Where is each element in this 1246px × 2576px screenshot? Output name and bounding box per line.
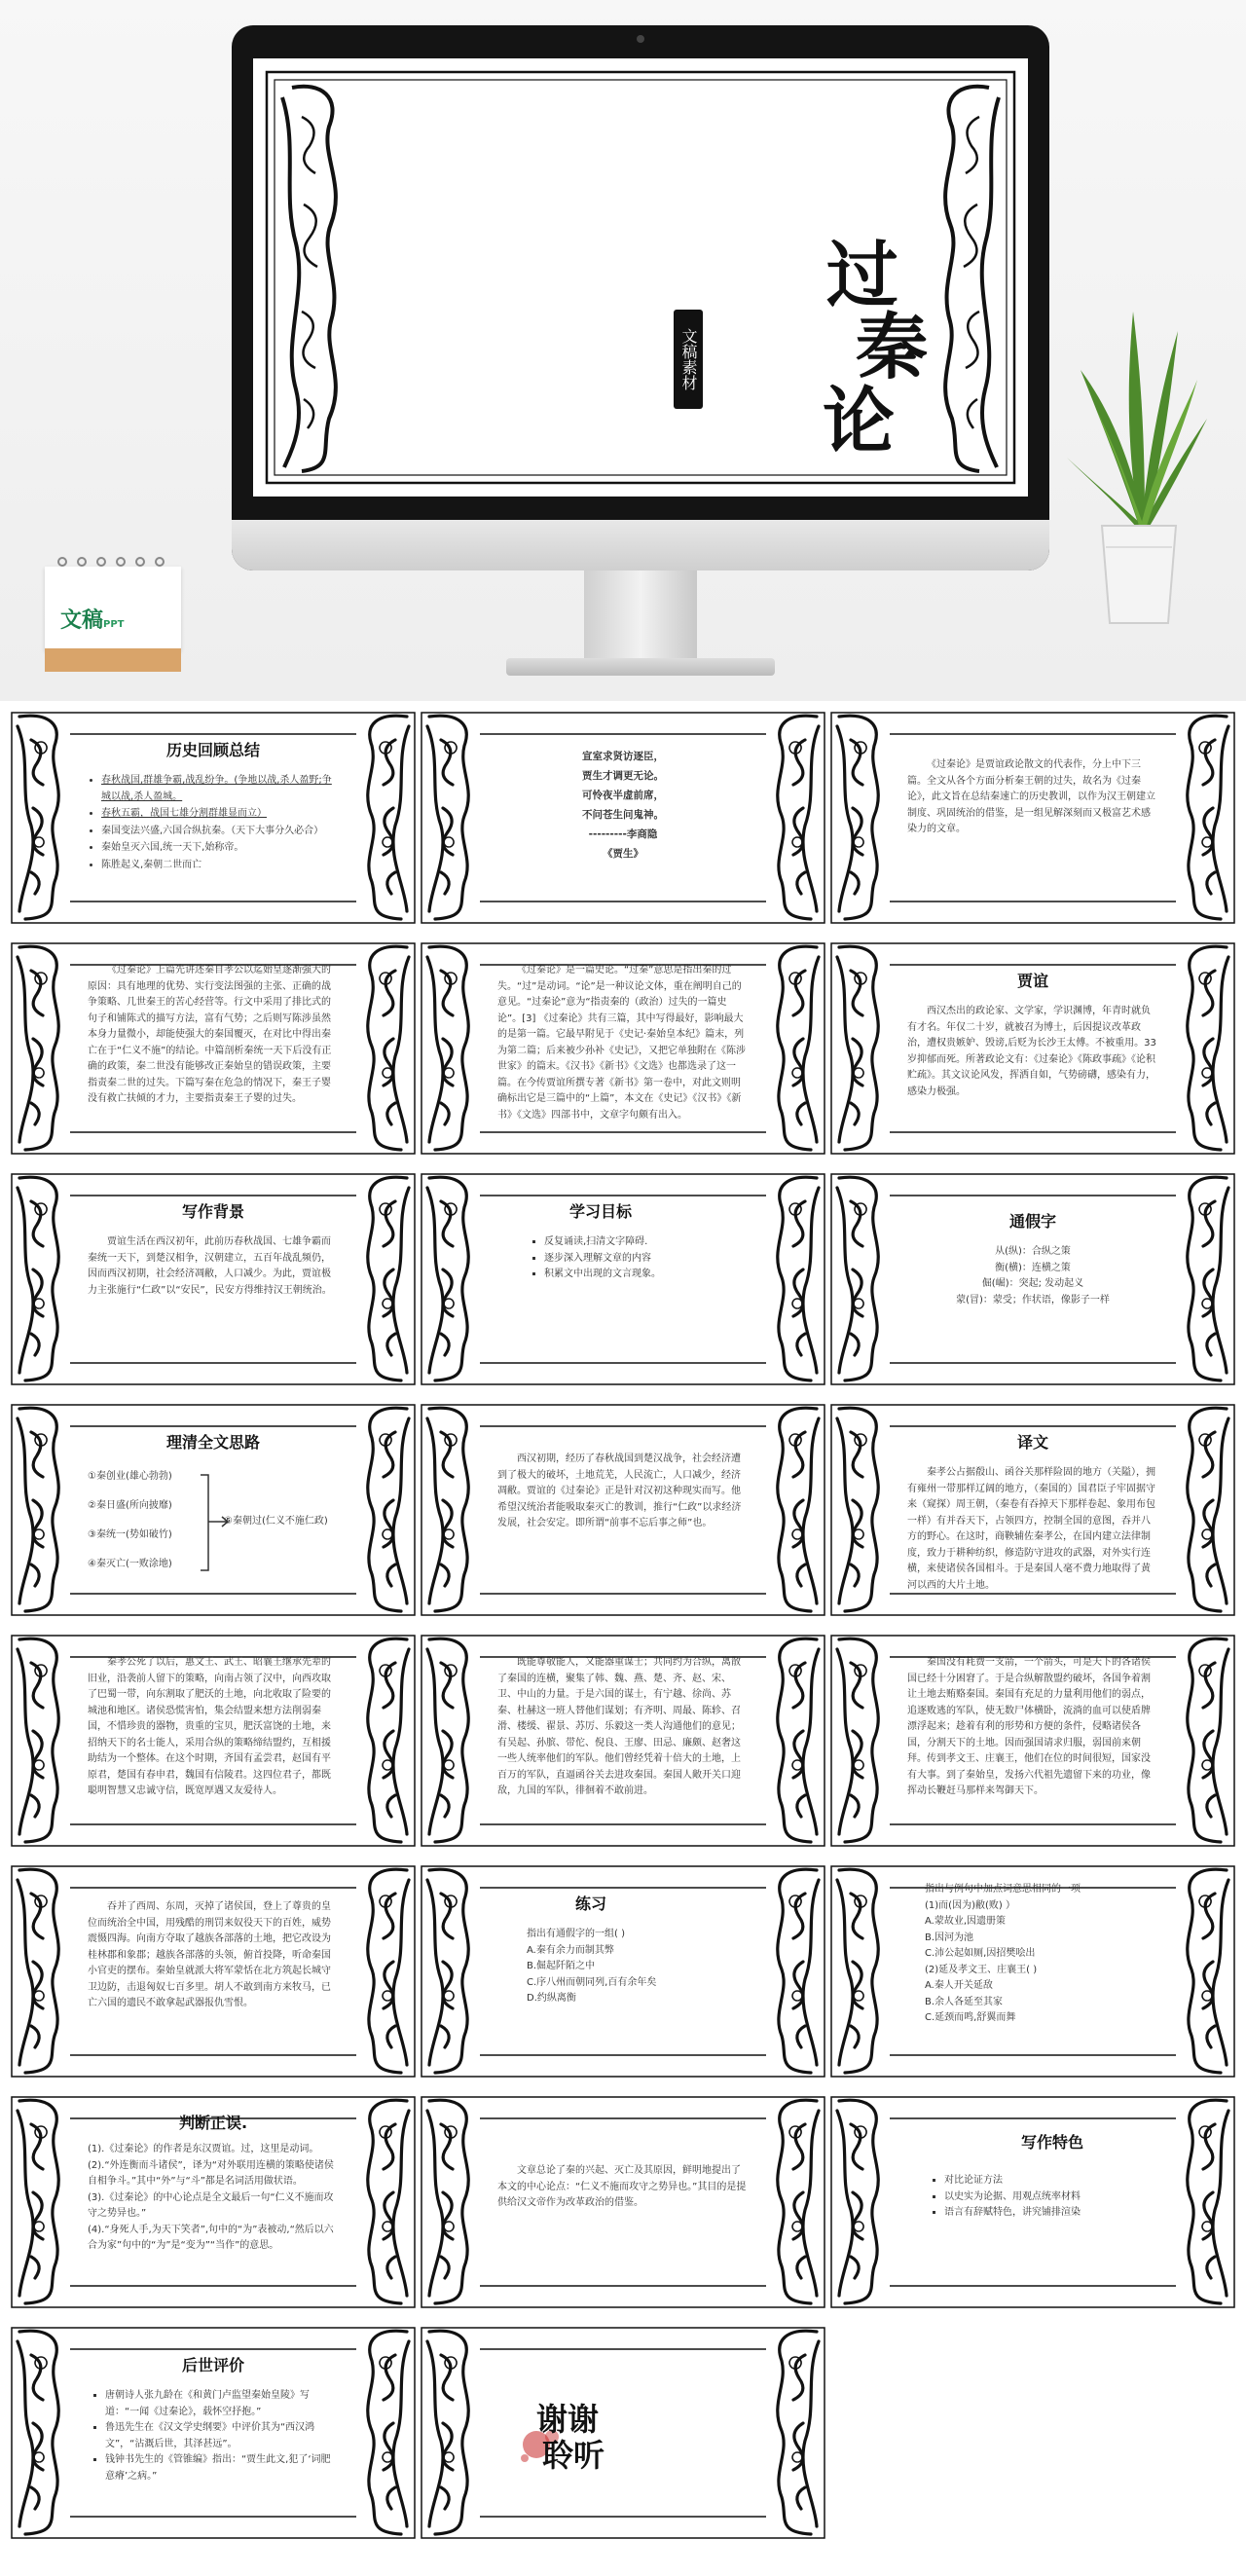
paragraph: 西汉初期，经历了春秋战国到楚汉战争，社会经济遭到了极大的破坏，土地荒芜，人民流亡，人口减少，经济凋敝。贾谊的《过秦论》正是针对汉初这种现实而写。他希望汉统治者能吸取秦灭亡的教训，推行“仁政”以求经济发展，社会安定。即所谓“前事不忘后事之师”也。 bbox=[497, 1454, 742, 1528]
list-item: ▪ 鲁迅先生在《汉文学史纲要》中评价其为“西汉鸿文”，“沾溉后世，其泽甚远”。 bbox=[105, 2420, 339, 2452]
cover-title-char-3: 论 bbox=[823, 380, 895, 463]
slide-content bbox=[907, 963, 1158, 1134]
slide-content bbox=[88, 963, 339, 1134]
poem-author: ---------李商隐 bbox=[588, 828, 658, 840]
text-line: 蒙(冒)：蒙受；作状语，像影子一样 bbox=[956, 1294, 1110, 1306]
camera-dot bbox=[637, 35, 644, 43]
outline-diagram bbox=[88, 1469, 339, 1586]
slide-content bbox=[527, 1194, 778, 1365]
cover-title-char-2: 秦 bbox=[856, 306, 928, 389]
slide-title: 历史回顾总结 bbox=[165, 741, 260, 759]
list-item: • 春秋战国,群雄争霸,战乱纷争。(争地以战,杀人盈野;争城以战,杀人盈城。 bbox=[101, 773, 339, 805]
slide-content bbox=[88, 2109, 339, 2280]
paragraph: 秦孝公死了以后，惠文王、武王、昭襄王继承先辈的旧业，沿袭前人留下的策略，向南占领了汉中，向西攻取了巴蜀一带，向东割取了肥沃的土地，向北收取了险要的城池和地区。诸侯恐慌害怕，集会结盟来想方法削弱秦国，不惜珍贵的器物，贵重的宝贝，肥沃富饶的土地，来招纳天下的名士能人，采用合纵的策略缔结盟约，互相援助结为一个整体。在这个时期，齐国有孟尝君，赵国有平原君，楚国有春申君，魏国有信陵君。这四位君子，都既聪明智慧又忠诚守信，既宽厚遇又友爱待人。 bbox=[88, 1657, 331, 1796]
calendar-stand bbox=[45, 648, 181, 672]
cover-title bbox=[823, 218, 959, 471]
slide-translation-3 bbox=[420, 1634, 826, 1848]
poem-line: 不问苍生问鬼神。 bbox=[582, 808, 664, 821]
calendar-page bbox=[45, 567, 181, 650]
slide-content bbox=[925, 1882, 1176, 2053]
paragraph: 《过秦论》是贾谊政论散文的代表作，分上中下三篇。全文从各个方面分析秦王朝的过失，故名为《过秦论》，此文旨在总结秦速亡的历史教训，以作为汉王朝建立制度、巩固统治的借鉴，是一组见解深刻而又极富艺术感染力的文章。 bbox=[907, 759, 1155, 834]
slide-content bbox=[907, 1424, 1158, 1596]
text-line: (4).“身死人手,为天下笑者”,句中的“为”表被动,“然后以六合为家”句中的“为”是“变为”“当作”的意思。 bbox=[88, 2224, 334, 2252]
list-item: ▪ 逐步深入理解文章的内容 bbox=[544, 1251, 778, 1268]
text-line: (3).《过秦论》的中心论点是全文最后一句“仁义不施而攻守之势异也。” bbox=[88, 2191, 334, 2220]
slide-title: 后世评价 bbox=[181, 2356, 244, 2374]
thanks-line: 聆听 bbox=[542, 2436, 605, 2474]
slide-poem bbox=[420, 711, 826, 925]
slide-exercise bbox=[420, 1864, 826, 2079]
list-item: ▪ 钱钟书先生的《管锥编》指出：“贾生此文,犯了‘词肥意瘠’之病。” bbox=[105, 2452, 339, 2484]
text-line: A.蒙故业,因遗册策 bbox=[925, 1916, 1007, 1927]
slide-frame bbox=[420, 2326, 826, 2540]
paragraph: 秦国没有耗费一支箭，一个箭头，可是天下的各诸侯国已经十分困窘了。于是合纵解散盟约破坏，各国争着割让土地去贿赂秦国。秦国有充足的力量利用他们的弱点，追逐败逃的军队，使无数尸体横卧，流淌的血可以使盾牌漂浮起来；趁着有利的形势和方便的条件，侵略诸侯各国，分割天下的土地。因而强国请求归服，弱国前来朝拜。传到孝文王、庄襄王，他们在位的时间很短，国家没有大事。到了秦始皇，发扬六代祖先遗留下来的功业，像挥动长鞭赶马那样来驾御天下。 bbox=[907, 1657, 1151, 1796]
brand-name: 文稿 bbox=[60, 608, 104, 633]
paragraph: 《过秦论》是一篇史论。“过秦”意思是指出秦的过失。“过”是动词。“论”是一种议论文体，重在阐明自己的意见。“过秦论”意为“指责秦的（政治）过失的一篇史论”。[3] 《过秦论》共有三篇，其中写得最好，影响最大的是第一篇。它最早附见于《史记·秦始皇本纪》篇末，列为第二篇；后来被少孙补《史记》，又把它单独附在《陈涉世家》的篇末。《汉书》《新书》《文选》也都选录了这一篇。在今传贾谊所撰专著《新书》第一卷中，对此文则明确标出它是三篇中的“上篇”，本文在《史记》《汉书》《新书》《文选》四部书中，文章字句颇有出入。 bbox=[497, 965, 746, 1121]
slide-content bbox=[88, 1194, 339, 1365]
text-line: (2)延及孝文王、庄襄王( ) bbox=[925, 1964, 1038, 1975]
list-item: • 陈胜起义,秦朝二世而亡 bbox=[101, 858, 339, 874]
text-line: D.约纵离衡 bbox=[527, 1993, 576, 2005]
text-line: (1)而(因为)敝(败) ） bbox=[925, 1899, 1015, 1911]
text-line: (1).《过秦论》的作者是东汉贾谊。过，这里是动词。 bbox=[88, 2144, 319, 2155]
list-item: ▪ 反复诵读,扫清文字障碍. bbox=[544, 1234, 778, 1251]
slide-title: 写作背景 bbox=[181, 1202, 244, 1221]
text-line: C.沛公起如厕,因招樊哙出 bbox=[925, 1948, 1036, 1959]
text-line: B.余人各延至其家 bbox=[925, 1996, 1004, 2007]
slide-content bbox=[497, 963, 749, 1134]
slide-background bbox=[10, 1172, 417, 1386]
text-line: 指出有通假字的一组( ) bbox=[527, 1929, 625, 1940]
thanks-text bbox=[536, 2402, 605, 2474]
slide-content bbox=[88, 1424, 339, 1596]
slide-variant-chars bbox=[829, 1172, 1236, 1386]
slide-structure bbox=[10, 941, 417, 1156]
text-line: 倔(崛)：突起; 发动起义 bbox=[981, 1278, 1084, 1290]
slide-intro bbox=[829, 711, 1236, 925]
slide-true-false bbox=[10, 2095, 417, 2309]
hero-cover bbox=[0, 0, 1246, 701]
paragraph: 西汉杰出的政论家、文学家，学识渊博，年青时就负有才名。年仅二十岁，就被召为博士，后因提议改革政治，遭权贵嫉妒、毁谤,后贬为长沙王太傅。不被重用。33岁抑郁而死。所著政论文有：《过秦论》《陈政事疏》《论积贮疏》。其文议论风发，挥洒自如，气势磅礴，感染有力，感染力极强。 bbox=[907, 1006, 1156, 1097]
cover-tag: 文稿素材 bbox=[674, 310, 703, 409]
text-line: 衡(横)：连横之策 bbox=[995, 1262, 1071, 1273]
thanks-line: 谢谢 bbox=[536, 2401, 600, 2438]
brand-logo bbox=[60, 604, 125, 634]
text-line: B.倔起阡陌之中 bbox=[527, 1961, 596, 1972]
outline-item: ③秦统一(势如破竹) bbox=[88, 1529, 172, 1540]
outline-item: ②秦日盛(所向披靡) bbox=[88, 1500, 172, 1511]
poem-title: 《贾生》 bbox=[603, 847, 643, 860]
poem-line: 可怜夜半虚前席， bbox=[582, 789, 664, 801]
slide-outline bbox=[10, 1403, 417, 1617]
slide-purpose bbox=[420, 1403, 826, 1617]
poem-line: 贾生才调更无论。 bbox=[582, 769, 664, 782]
list-item: • 春秋五霸，战国七雄分割群雄显而立） bbox=[101, 806, 339, 823]
text-line: B.因河为池 bbox=[925, 1932, 974, 1943]
slide-content bbox=[497, 732, 749, 903]
slide-summary bbox=[420, 2095, 826, 2309]
slide-author bbox=[829, 941, 1236, 1156]
slide-content bbox=[907, 757, 1158, 925]
slide-content bbox=[927, 2116, 1178, 2288]
slide-translation-2 bbox=[10, 1634, 417, 1848]
paragraph: 既能尊敬能人，又能器重谋士；共同约为合纵，离散了秦国的连横，聚集了韩、魏、燕、楚、齐、赵、宋、卫、中山的力量。于是六国的谋士，有宁越、徐尚、苏秦、杜赫这一班人替他们谋划；有齐明、周最、陈轸、召滑、楼缓、翟景、苏厉、乐毅这一类人沟通他们的意见；有吴起、孙膑、带佗、倪良、王廖、田忌、廉颇、赵奢这一些人统率他们的军队。他们曾经凭着十倍大的土地，上百万的军队，直逼函谷关去进攻秦国。秦国人敞开关口迎敌，九国的军队，徘徊着不敢前进。 bbox=[497, 1657, 741, 1796]
slide-content bbox=[497, 1452, 749, 1617]
text-line: (2).“外连衡而斗诸侯”，译为“对外联用连横的策略使诸侯自相争斗。”其中“外”与“斗”都是名词活用做状语。 bbox=[88, 2159, 334, 2188]
monitor bbox=[232, 25, 1049, 570]
slide-features bbox=[829, 2095, 1236, 2309]
list-item: ▪ 语言有辞赋特色，讲究铺排渲染 bbox=[944, 2205, 1178, 2222]
outline-result: ⑤秦朝过(仁义不施仁政) bbox=[224, 1516, 328, 1527]
list-item: • 秦始皇灭六国,统一天下,始称帝。 bbox=[101, 840, 339, 857]
paragraph: 贾谊生活在西汉初年，此前历春秋战国、七雄争霸而秦统一天下，到楚汉相争，汉朝建立，五百年战乱频仍，因而西汉初期，社会经济凋敝，人口减少。为此，贾谊极力主张施行“仁政”以“安民”，民安方得维持汉王朝统治。 bbox=[88, 1236, 332, 1296]
slide-translation-5 bbox=[10, 1864, 417, 2079]
slide-content bbox=[88, 732, 339, 903]
slide-content bbox=[497, 1655, 749, 1826]
slide-title: 学习目标 bbox=[569, 1202, 633, 1221]
slide-title: 理清全文思路 bbox=[165, 1433, 260, 1452]
list-item: • 秦国变法兴盛,六国合纵抗秦。（天下大事分久必合） bbox=[101, 824, 339, 840]
bullet-list bbox=[88, 773, 339, 873]
slide-reviews bbox=[10, 2326, 417, 2540]
text-line: A.秦人开关延敌 bbox=[925, 1980, 993, 1991]
outline-item: ④秦灭亡(一败涂地) bbox=[88, 1559, 172, 1569]
paragraph: 吞并了西周、东周，灭掉了诸侯国，登上了尊贵的皇位而统治全中国，用残酷的刑罚来奴役天下的百姓，威势震慑四海。向南方夺取了越族各部落的土地，把它改设为桂林郡和象郡；越族各部落的头领，俯首投降，听命秦国小官吏的摆布。秦始皇就派大将军蒙恬在北方筑起长城守卫边防，击退匈奴七百多里。胡人不敢到南方来牧马，已亡六国的遗民不敢拿起武器报仇雪恨。 bbox=[88, 1901, 331, 2008]
text-line: C.序八州而朝同列,百有余年矣 bbox=[527, 1976, 657, 1988]
monitor-screen bbox=[253, 58, 1028, 497]
paragraph: 文章总论了秦的兴起、灭亡及其原因，鲜明地提出了本文的中心论点：“仁义不施而攻守之势异也。”其目的是提供给汉文帝作为改革政治的借鉴。 bbox=[497, 2165, 747, 2208]
text-line: A.秦有余力而制其弊 bbox=[527, 1944, 614, 1956]
slide-title: 译文 bbox=[1016, 1433, 1048, 1452]
monitor-chin bbox=[232, 520, 1049, 570]
outline-item: ①秦创业(雄心勃勃) bbox=[88, 1471, 172, 1482]
text-line: C.延颈而鸣,舒翼而舞 bbox=[925, 2012, 1016, 2023]
slide-title: 判断正误. bbox=[178, 2114, 248, 2132]
brand-suffix: PPT bbox=[103, 619, 125, 630]
text-line: 从(纵)：合纵之策 bbox=[995, 1246, 1071, 1258]
poem bbox=[497, 748, 749, 865]
monitor-base bbox=[506, 658, 775, 676]
poem-line: 宣室求贤访逐臣， bbox=[582, 751, 664, 762]
list-item: ▪ 以史实为论据、用观点统率材料 bbox=[944, 2190, 1178, 2206]
slide-translation bbox=[829, 1403, 1236, 1617]
desk-calendar bbox=[45, 555, 181, 672]
list-item: ▪ 唐朝诗人张九龄在《和黄门卢监望秦始皇陵》写道：“一闻《过秦论》，载怀空抒抱。” bbox=[105, 2388, 339, 2420]
list-item: ▪ 积累文中出现的文言现象。 bbox=[544, 1267, 778, 1283]
slide-title: 练习 bbox=[575, 1895, 607, 1913]
list-item: ▪ 对比论证方法 bbox=[944, 2173, 1178, 2190]
paragraph: 《过秦论》上篇先讲述秦自孝公以迄始皇逐渐强大的原因：具有地理的优势、实行变法图强的主张、正确的战争策略、几世秦王的苦心经营等。行文中采用了排比式的句子和铺陈式的描写方法，富有气势；之后则写陈涉虽然本身力量微小，却能使强大的秦国覆灭，在对比中得出秦亡在于“仁义不施”的结论。中篇剖析秦统一天下后没有正确的政策，秦二世没有能够改正秦始皇的错误政策，主要指责秦二世的过失。下篇写秦在危急的情况下，秦王子婴没有救亡扶倾的才力，主要指责秦王子婴的过失。 bbox=[88, 965, 332, 1104]
slide-goals bbox=[420, 1172, 826, 1386]
slide-history-review bbox=[10, 711, 417, 925]
slide-content bbox=[88, 1655, 339, 1826]
slide-genre bbox=[420, 941, 826, 1156]
slide-exercise-2 bbox=[829, 1864, 1236, 2079]
slide-title: 通假字 bbox=[1008, 1212, 1056, 1231]
bullet-list bbox=[527, 1234, 778, 1283]
text-line: 指出与例句中加点词意思相同的一项 bbox=[925, 1884, 1081, 1895]
slide-content bbox=[527, 1886, 778, 2057]
slide-content bbox=[497, 2163, 749, 2309]
bullet-list bbox=[927, 2173, 1178, 2222]
slide-content bbox=[907, 1194, 1158, 1365]
bullet-list bbox=[88, 2388, 339, 2484]
slide-content bbox=[907, 1655, 1158, 1826]
slide-translation-4 bbox=[829, 1634, 1236, 1848]
cover-title-char-1: 过 bbox=[826, 234, 898, 317]
slide-title: 写作特色 bbox=[1020, 2133, 1083, 2152]
paragraph: 秦孝公占据殽山、函谷关那样险固的地方（关隘），拥有雍州一带那样辽阔的地方，（秦国的）国君臣子牢固据守来（窥探）周王朝，（秦卷有吞掉天下那样卷起、象用布包一样）有并吞天下，占领四方，控制全国的意图，吞并八方的野心。在这时，商鞅辅佐秦孝公，在国内建立法律制度，致力于耕种纺织，修造防守进攻的武器，对外实行连横，来使诸侯各国相斗。于是秦国人毫不费力地取得了黄河以西的大片土地。 bbox=[907, 1467, 1155, 1591]
monitor-stand bbox=[584, 570, 697, 664]
slide-title: 贾谊 bbox=[1016, 972, 1048, 990]
slide-content bbox=[88, 1899, 339, 2071]
slide-content bbox=[88, 2347, 339, 2519]
slide-thanks bbox=[420, 2326, 826, 2540]
potted-plant-icon bbox=[1061, 292, 1217, 633]
